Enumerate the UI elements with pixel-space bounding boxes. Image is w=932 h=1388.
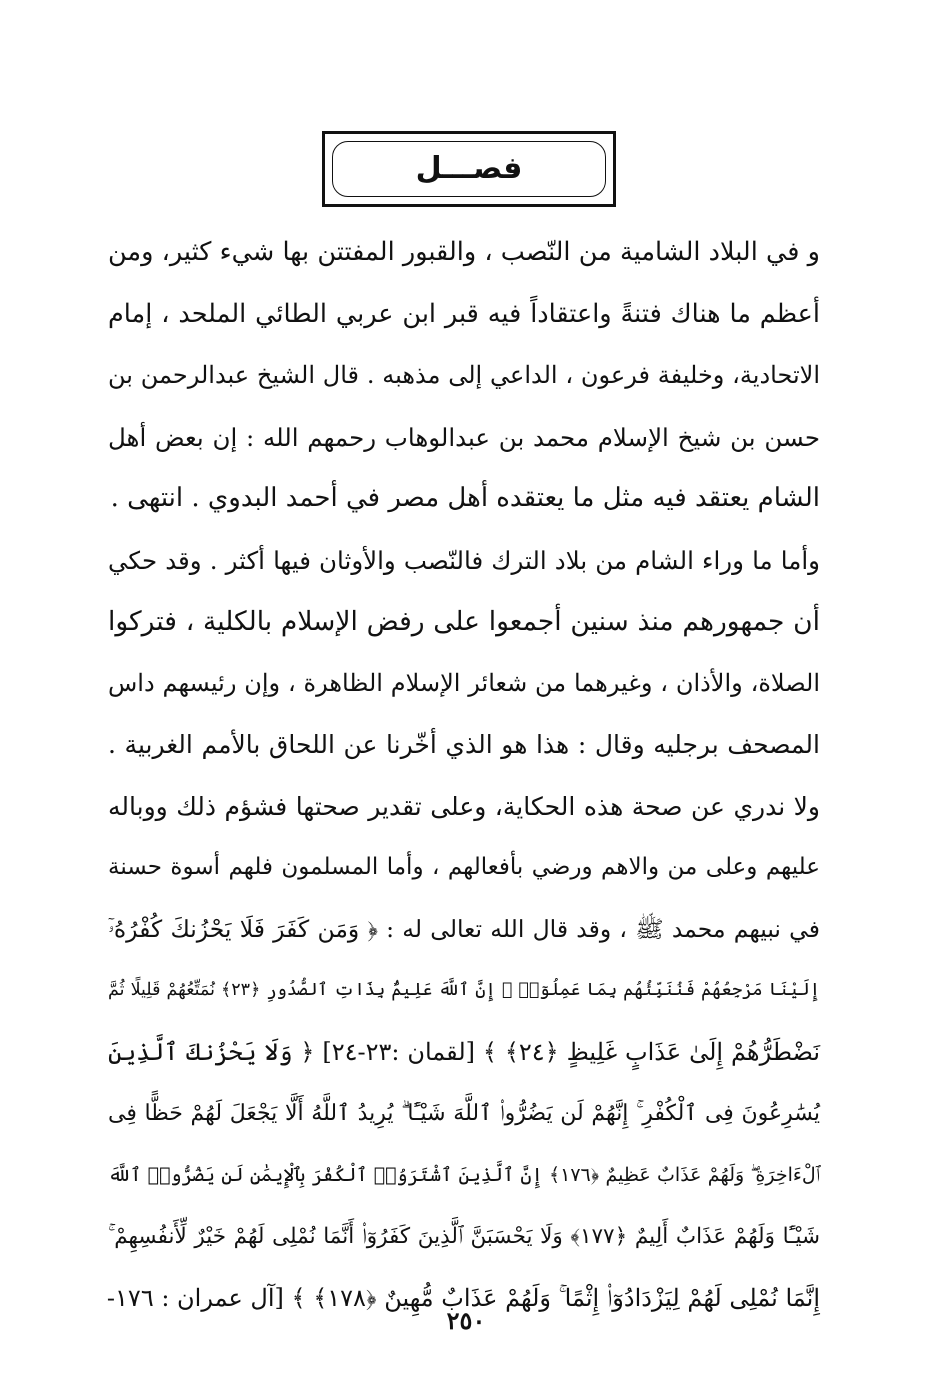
page-number: ٢٥٠ xyxy=(446,1306,486,1335)
text-line: حسن بن شيخ الإسلام محمد بن عبدالوهاب رحمهم الله : إن بعض أهل xyxy=(108,422,820,452)
section-title-inner-frame xyxy=(332,141,606,197)
text-line: أن جمهورهم منذ سنين أجمعوا على رفض الإسلام بالكلية ، فتركوا xyxy=(108,606,820,637)
quran-verse-line: نَضْطَرُّهُمْ إِلَىٰ عَذَابٍ غَلِيظٍ ﴿٢٤﴾ ﴾ [لقمان :٢٣-٢٤] ﴿ وَلَا يَحْزُنكَ ٱلَّذِينَ xyxy=(108,1037,821,1066)
text-line: أعظم ما هناك فتنةً واعتقاداً فيه قبر ابن عربي الطائي الملحد ، إمام xyxy=(108,298,820,329)
text-line: ولا ندري عن صحة هذه الحكاية، وعلى تقدير صحتها فشؤم ذلك ووباله xyxy=(108,791,820,821)
text-line: في نبيهم محمد ﷺ ، وقد قال الله تعالى له : ﴿ وَمَن كَفَرَ فَلَا يَحْزُنكَ كُفْرُهُۥٓ xyxy=(108,914,820,943)
quran-verse-line: شَيْـًٔا وَلَهُمْ عَذَابٌ أَلِيمٌ ﴿١٧٧﴾ وَلَا يَحْسَبَنَّ ٱلَّذِينَ كَفَرُوٓا۟ أَنَّمَا نُمْلِى لَهُمْ خَيْرٌ لِّأَنفُسِهِمْ ۚ xyxy=(108,1224,820,1249)
quran-verse-line: إِنَّمَا نُمْلِى لَهُمْ لِيَزْدَادُوٓا۟ إِثْمًا ۚ وَلَهُمْ عَذَابٌ مُّهِينٌ ﴿١٧٨﴾ ﴾ [آل عمران : ١٧٦- xyxy=(106,1283,820,1312)
text-line: و في البلاد الشامية من النّصب ، والقبور المفتتن بها شيء كثير، ومن xyxy=(108,237,820,267)
quran-verse-line: يُسَٰرِعُونَ فِى ٱلْكُفْرِ ۚ إِنَّهُمْ لَن يَضُرُّوا۟ ٱللَّهَ شَيْـًٔا ۗ يُرِيدُ ٱللَّهُ أَلَّا يَجْعَلَ لَهُمْ حَظًّا فِى xyxy=(108,1101,820,1126)
text-line: الشام يعتقد فيه مثل ما يعتقده أهل مصر في أحمد البدوي . انتهى . xyxy=(110,483,820,513)
quran-verse-line: إِلَيْنَا مَرْجِعُهُمْ فَنُنَبِّئُهُم بِمَا عَمِلُوٓا۟ ۚ إِنَّ ٱللَّهَ عَلِيمٌۢ بِذَاتِ ٱلصُّدُورِ ﴿٢٣﴾ نُمَتِّعُهُمْ قَلِيلًا ثُمَّ xyxy=(108,980,821,1000)
text-line: المصحف برجليه وقال : هذا هو الذي أخّرنا عن اللحاق بالأمم الغربية . xyxy=(108,730,820,759)
section-title-frame xyxy=(322,131,616,207)
text-line: وأما ما وراء الشام من بلاد الترك فالنّصب والأوثان فيها أكثر . وقد حكي xyxy=(108,545,820,575)
section-title: فصـــل xyxy=(415,151,523,186)
text-line: الاتحادية، وخليفة فرعون ، الداعي إلى مذهبه . قال الشيخ عبدالرحمن بن xyxy=(108,361,820,389)
text-line: عليهم وعلى من والاهم ورضي بأفعالهم ، وأما المسلمون فلهم أسوة حسنة xyxy=(108,854,821,880)
quran-verse-line: ٱلْءَاخِرَةِ ۖ وَلَهُمْ عَذَابٌ عَظِيمٌ ﴿١٧٦﴾ إِنَّ ٱلَّذِينَ ٱشْتَرَوُا۟ ٱلْكُفْرَ بِٱلْإِيمَٰنِ لَن يَضُرُّوا۟ ٱللَّهَ xyxy=(108,1163,820,1186)
body-text xyxy=(108,222,820,1329)
text-line: الصلاة، والأذان ، وغيرهما من شعائر الإسلام الظاهرة ، وإن رئيسهم داس xyxy=(108,668,820,697)
